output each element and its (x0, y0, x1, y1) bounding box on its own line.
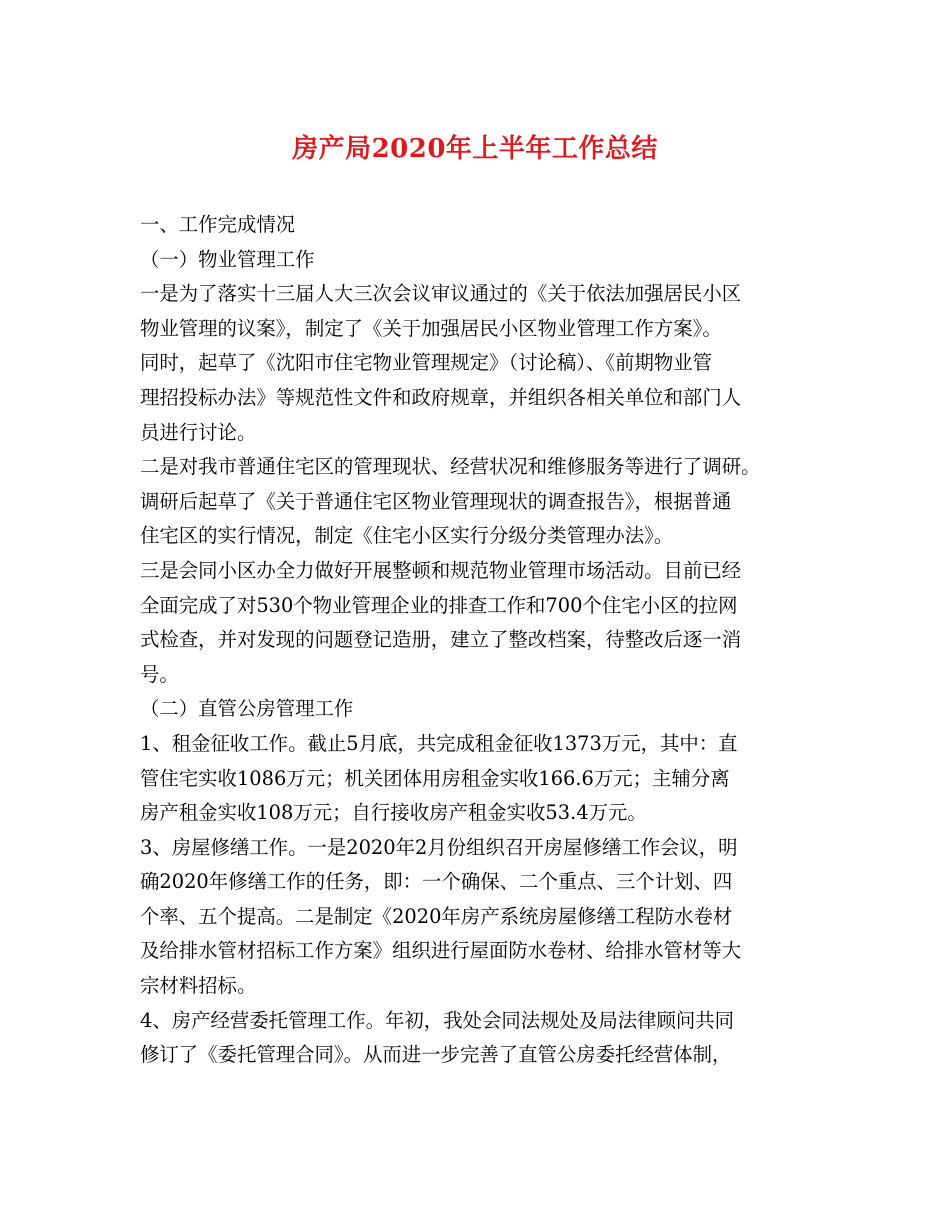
body-line: 式检查，并对发现的问题登记造册，建立了整改档案，待整改后逐一消 (140, 628, 742, 652)
body-line: 员进行讨论。 (140, 420, 257, 444)
body-line: 个率、五个提高。二是制定《2020年房产系统房屋修缮工程防水卷材 (140, 904, 733, 928)
body-line: 管住宅实收1086万元；机关团体用房租金实收166.6万元；主辅分离 (140, 766, 730, 790)
section-heading: 一、工作完成情况 (140, 213, 296, 236)
body-line: 物业管理的议案》，制定了《关于加强居民小区物业管理工作方案》。 (140, 316, 722, 340)
body-line: 及给排水管材招标工作方案》组织进行屋面防水卷材、给排水管材等大 (140, 939, 742, 963)
body-line: 三是会同小区办全力做好开展整顿和规范物业管理市场活动。目前已经 (140, 558, 742, 582)
body-line: 确2020年修缮工作的任务，即：一个确保、二个重点、三个计划、四 (140, 870, 733, 894)
body-line: 号。 (140, 662, 179, 686)
body-line: 修订了《委托管理合同》。从而进一步完善了直管公房委托经营体制， (140, 1043, 732, 1067)
body-line: 1、租金征收工作。截止5月底，共完成租金征收1373万元，其中：直 (140, 731, 738, 755)
document-body (140, 208, 818, 1073)
body-line: 全面完成了对530个物业管理企业的排查工作和700个住宅小区的拉网 (140, 593, 738, 617)
body-line: 一是为了落实十三届人大三次会议审议通过的《关于依法加强居民小区 (140, 282, 742, 306)
subsection-heading: （一）物业管理工作 (140, 247, 315, 271)
body-line: 4、房产经营委托管理工作。年初，我处会同法规处及局法律顾问共同 (140, 1008, 735, 1032)
body-line: 房产租金实收108万元；自行接收房产租金实收53.4万元。 (140, 801, 647, 825)
body-line: 同时，起草了《沈阳市住宅物业管理规定》（讨论稿）、《前期物业管 (140, 351, 713, 375)
body-line: 3、房屋修缮工作。一是2020年2月份组织召开房屋修缮工作会议，明 (140, 835, 738, 859)
subsection-heading: （二）直管公房管理工作 (140, 697, 354, 721)
body-line: 宗材料招标。 (140, 974, 257, 998)
body-line: 住宅区的实行情况，制定《住宅小区实行分级分类管理办法》。 (140, 524, 674, 548)
body-line: 理招投标办法》等规范性文件和政府规章，并组织各相关单位和部门人 (140, 385, 742, 409)
body-line: 二是对我市普通住宅区的管理现状、经营状况和维修服务等进行了调研。 (140, 455, 761, 479)
document-title: 房产局2020年上半年工作总结 (292, 134, 658, 164)
body-line: 调研后起草了《关于普通住宅区物业管理现状的调查报告》，根据普通 (140, 489, 732, 513)
